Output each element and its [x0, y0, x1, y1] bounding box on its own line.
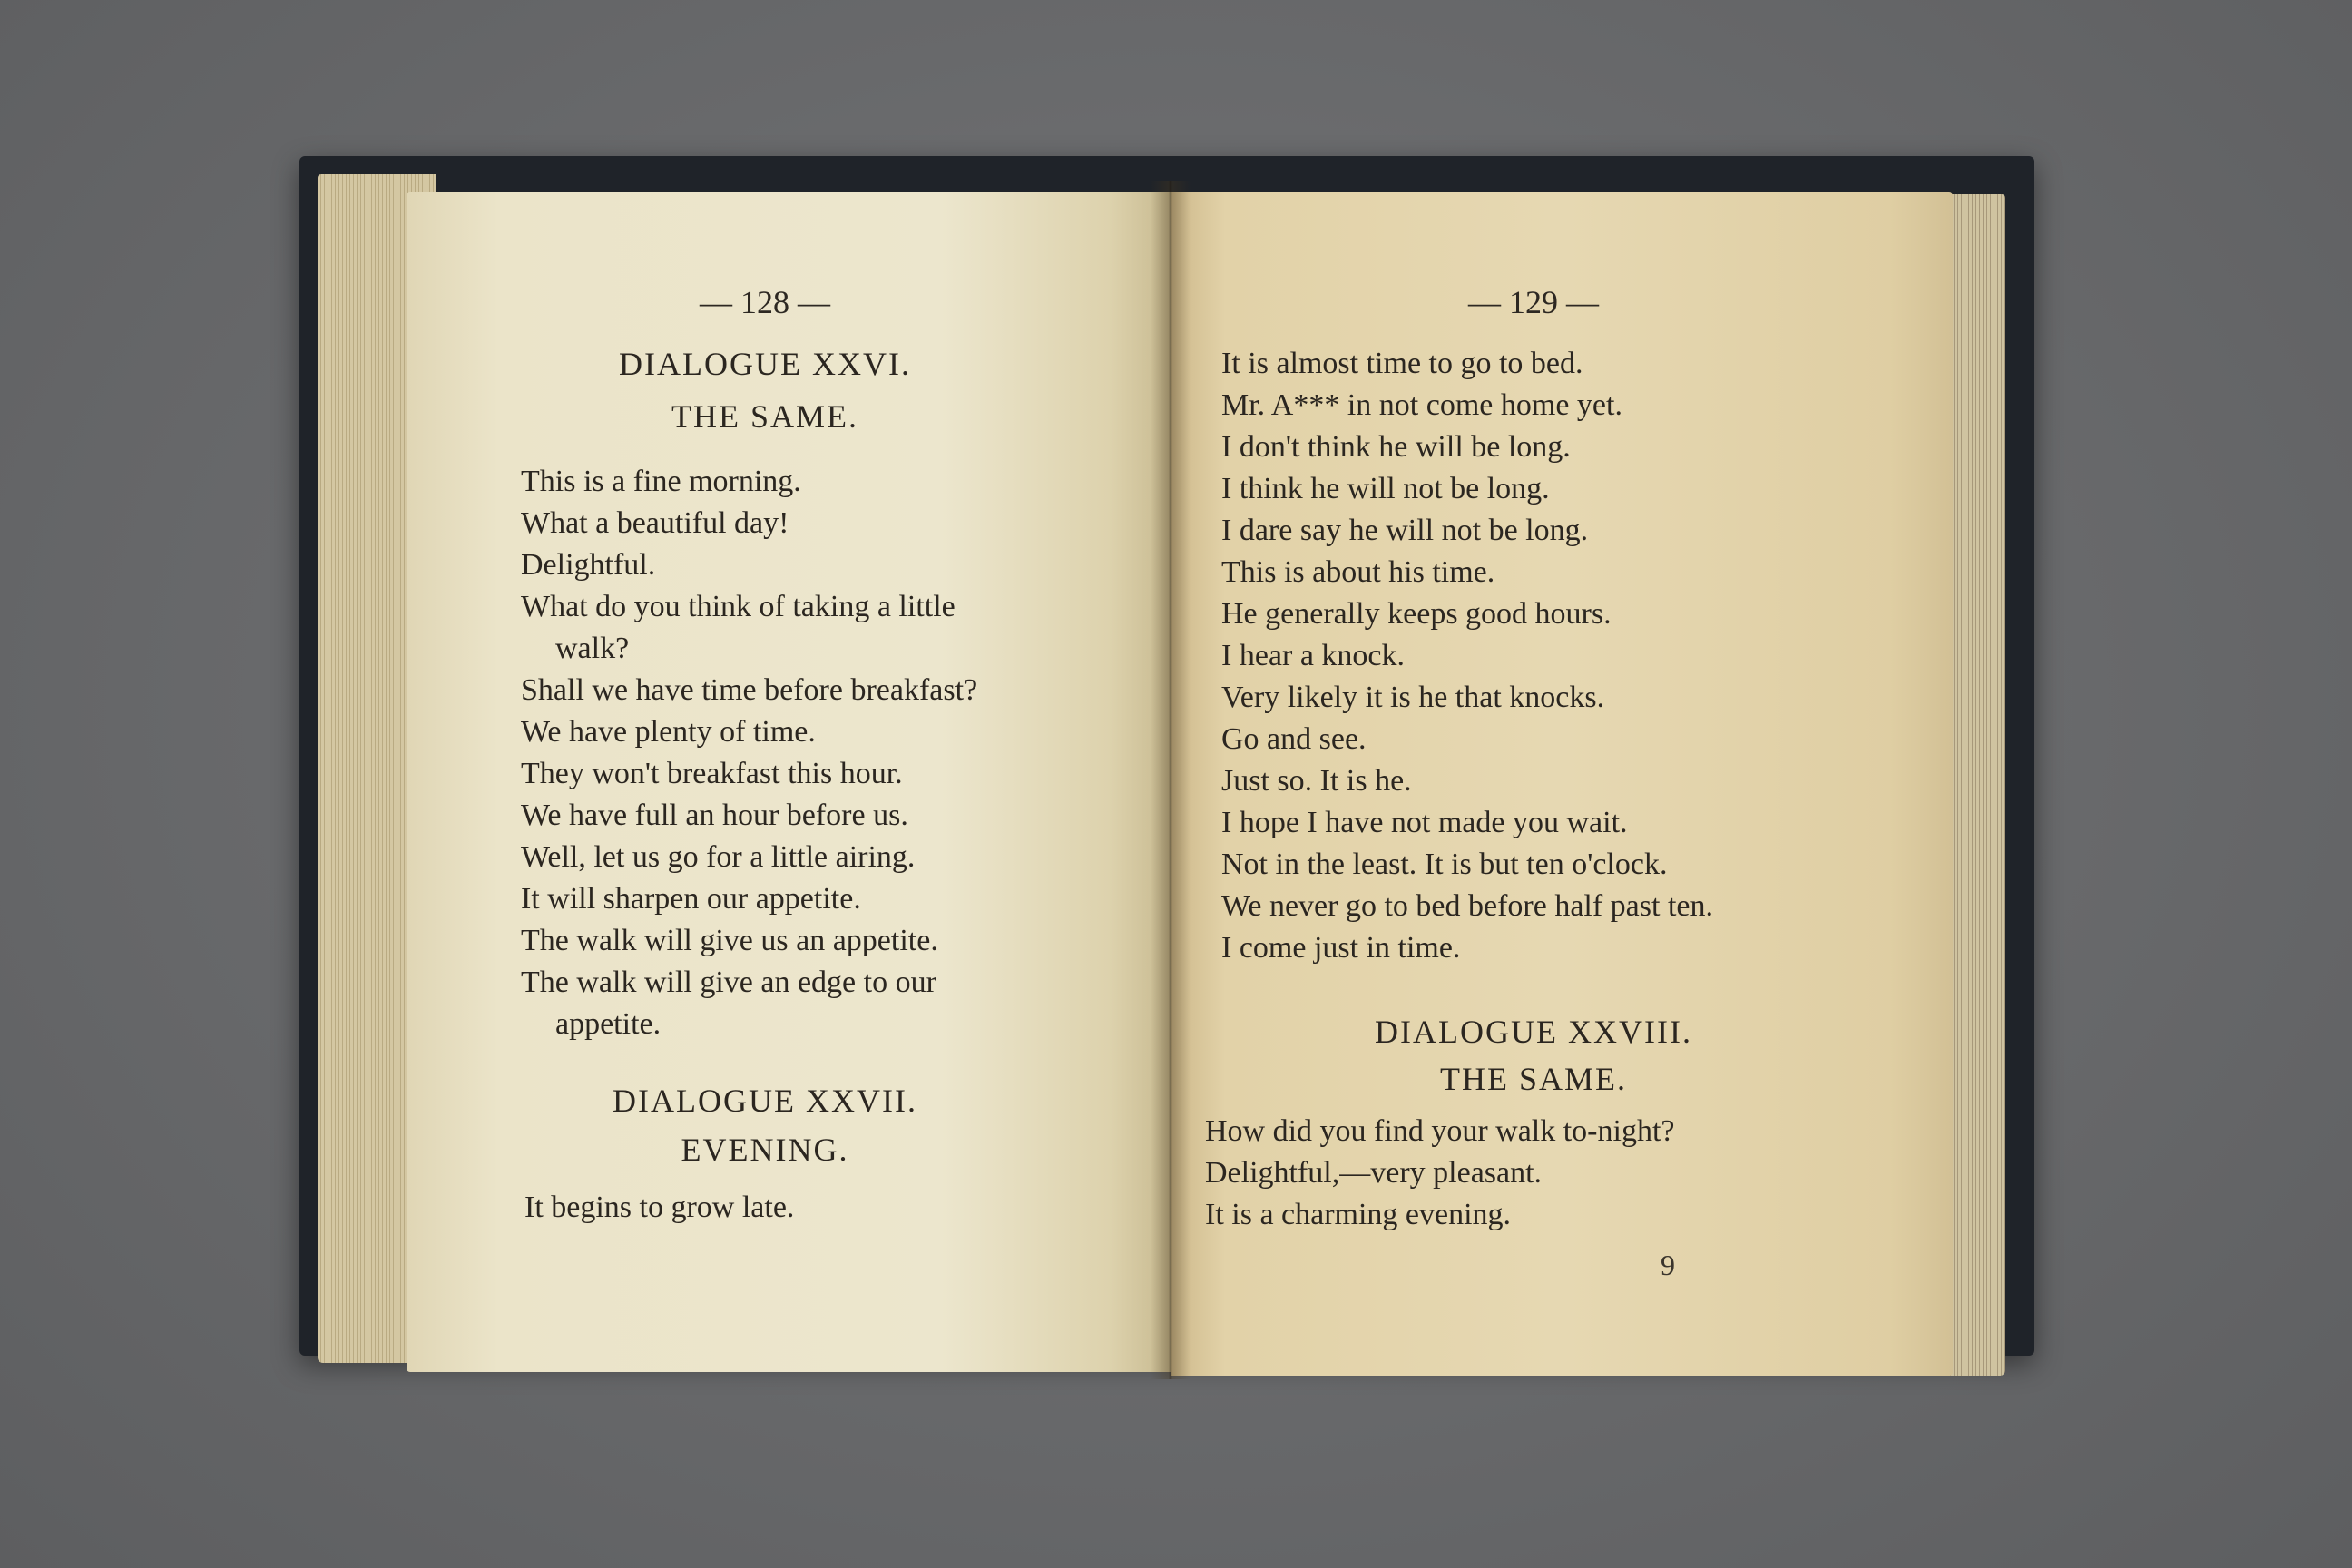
- text-line: What a beautiful day!: [521, 506, 789, 540]
- text-line: Shall we have time before breakfast?: [521, 673, 978, 707]
- text-line: Well, let us go for a little airing.: [521, 840, 916, 874]
- text-line: Very likely it is he that knocks.: [1221, 681, 1605, 714]
- text-line: I don't think he will be long.: [1221, 430, 1571, 464]
- text-line: We never go to bed before half past ten.: [1221, 889, 1713, 923]
- text-line: The walk will give us an appetite.: [521, 924, 938, 957]
- page-number-left: — 128 —: [700, 284, 830, 320]
- text-line: Not in the least. It is but ten o'clock.: [1221, 848, 1668, 881]
- dialogue-xxvi-heading: DIALOGUE XXVI.: [619, 346, 911, 382]
- dialogue-xxviii-title: THE SAME.: [1440, 1061, 1627, 1097]
- right-page: [1171, 192, 1953, 1376]
- dialogue-xxviii-lines: [1205, 1111, 1675, 1236]
- dialogue-xxviii-heading: DIALOGUE XXVIII.: [1375, 1014, 1692, 1050]
- text-line: walk?: [555, 632, 630, 665]
- text-line: I come just in time.: [1221, 931, 1461, 965]
- text-line: We have plenty of time.: [521, 715, 816, 749]
- text-line: appetite.: [555, 1007, 662, 1041]
- text-line: Just so. It is he.: [1221, 764, 1412, 798]
- text-line: I hope I have not made you wait.: [1221, 806, 1628, 839]
- page-number-right: — 129 —: [1468, 284, 1599, 320]
- text-line: It will sharpen our appetite.: [521, 882, 861, 916]
- text-line: This is a fine morning.: [521, 465, 801, 498]
- text-line: What do you think of taking a little: [521, 590, 956, 623]
- text-line: It is a charming evening.: [1205, 1198, 1512, 1231]
- dialogue-xxvii-heading: DIALOGUE XXVII.: [612, 1083, 917, 1119]
- text-line: It is almost time to go to bed.: [1221, 347, 1583, 380]
- dialogue-xxvi-title: THE SAME.: [671, 398, 858, 435]
- text-line: They won't breakfast this hour.: [521, 757, 903, 790]
- dialogue-xxvi-lines: [521, 461, 977, 1045]
- text-line: Mr. A*** in not come home yet.: [1221, 388, 1622, 422]
- text-line: I hear a knock.: [1221, 639, 1406, 672]
- text-line: The walk will give an edge to our: [521, 965, 936, 999]
- left-page: [407, 192, 1171, 1372]
- book-gutter: [1151, 181, 1191, 1379]
- signature-mark: 9: [1661, 1249, 1675, 1281]
- text-line: I think he will not be long.: [1221, 472, 1550, 505]
- text-line: He generally keeps good hours.: [1221, 597, 1612, 631]
- dialogue-xxvii-continued-lines: [1221, 343, 1713, 969]
- text-line: Go and see.: [1221, 722, 1367, 756]
- dialogue-xxvii-title: EVENING.: [681, 1132, 849, 1168]
- text-line: We have full an hour before us.: [521, 799, 908, 832]
- text-line: It begins to grow late.: [524, 1191, 795, 1224]
- text-line: I dare say he will not be long.: [1221, 514, 1589, 547]
- text-line: This is about his time.: [1221, 555, 1495, 589]
- text-line: How did you find your walk to-night?: [1205, 1114, 1675, 1148]
- text-line: Delightful,—very pleasant.: [1205, 1156, 1543, 1190]
- text-line: Delightful.: [521, 548, 656, 582]
